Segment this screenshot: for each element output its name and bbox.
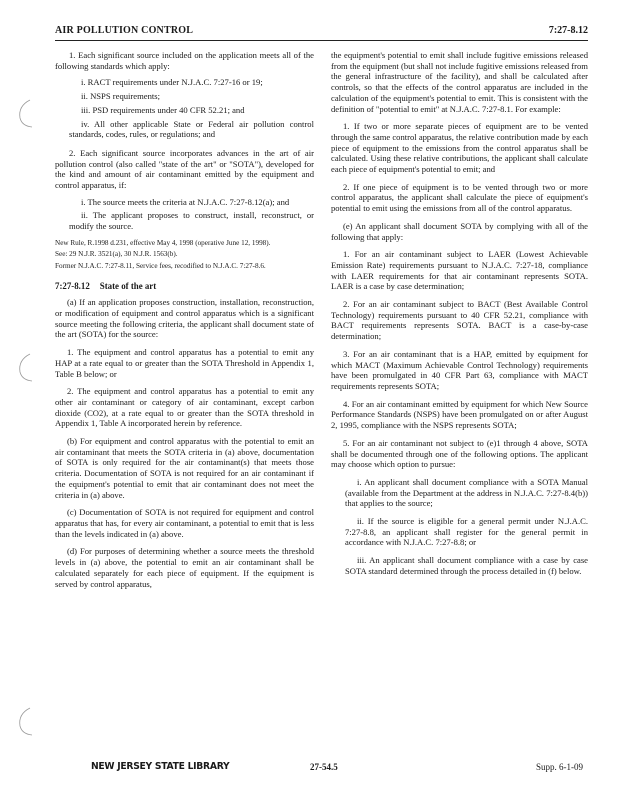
list-item: 1. For an air contaminant subject to LAER (Lowest Achievable Emission Rate) requirements pursuant to N.J.A.C. 7:27-18, compliance with LAER requirements for that air contaminant represents SOTA. LAER is a case by case determination; [331,249,588,292]
paragraph-2: 2. Each significant source incorporates advances in the art of air pollution control (also called "state of the art" or "SOTA"), developed for the kind and amount of air contaminant emitted by the equipment and control apparatus, if: [55,147,314,191]
list-item: iii. An applicant shall document compliance with a case by case SOTA standard determined through the process detailed in (f) below. [345,555,588,576]
subsection-d-continued: the equipment's potential to emit shall include fugitive emissions released from the equipment (but shall not include fugitive emissions released from the general infrastructure of the facility), and shall be calculated after controls, so that the effects of the control apparatus are included in the calculation of the equipment's potential to emit. This is consistent with the definition of "potential to emit" at N.J.A.C. 7:27-8.1. For example: [331,50,588,114]
header-chapter-title: AIR POLLUTION CONTROL [55,25,194,36]
list-item: i. The source meets the criteria at N.J.A.C. 7:27-8.12(a); and [81,196,290,207]
page-footer [55,761,588,777]
page-number: 27-54.5 [310,762,338,772]
left-column [55,50,314,596]
section-heading [55,281,314,292]
list-item: 2. If one piece of equipment is to be vented through two or more control apparatus, the applicant shall calculate the piece of equipment's potential to emit using the emissions from all of the control apparatus. [331,181,588,214]
list-item: i. An applicant shall document compliance with a SOTA Manual (available from the Department at the address in N.J.A.C. 7:27-8.4(b)) that applies to the source; [345,476,588,509]
right-column [331,50,588,584]
list-item: 1. The equipment and control apparatus has a potential to emit any HAP at a rate equal to or greater than the SOTA Threshold in Appendix 1, Table B below; or [55,347,314,379]
list-item: 4. For an air contaminant emitted by equipment for which New Source Performance Standards (NSPS) have been promulgated on or after August 2, 1995, compliance with the NSPS represents SOTA; [331,398,588,431]
list-item: i. RACT requirements under N.J.A.C. 7:27-16 or 19; [81,77,263,88]
list-item: 3. For an air contaminant that is a HAP, emitted by equipment for which MACT (Maximum Achievable Control Technology) requirements have been promulgated in 40 CFR Part 63, compliance with MACT requirements represents SOTA; [331,348,588,391]
list-item: 2. The equipment and control apparatus has a potential to emit any other air contaminant or category of air contaminant, except carbon dioxide (CO2), at a rate equal to or greater than the SOTA threshold in Appendix 1, Table A incorporated herein by reference. [55,386,314,429]
header-section-number: 7:27-8.12 [548,25,588,36]
section-title: State of the art [99,280,157,291]
supplement-date: Supp. 6-1-09 [536,762,583,772]
margin-hole-mark-icon [14,350,36,384]
subsection-c: (c) Documentation of SOTA is not required for equipment and control apparatus that has, for every air contaminant, a potential to emit that is less than the levels indicated in (a) above. [55,507,314,539]
list-item: 1. If two or more separate pieces of equipment are to be vented through the same control apparatus, the relative contribution made by each piece of equipment to the emissions from the control apparatus shall be calculated. Using these relative contributions, the applicant shall calculate each piece of equipment's potential to emit; and [331,121,589,175]
subsection-e: (e) An applicant shall document SOTA by complying with all of the following that apply: [331,220,588,242]
subsection-d: (d) For purposes of determining whether a source meets the threshold levels in (a) above, the potential to emit an air contaminant shall be calculated separately for each piece of equipment. If the equipment is served by control apparatus, [55,546,314,589]
list-item: iii. PSD requirements under 40 CFR 52.21; and [81,104,245,115]
section-number: 7:27-8.12 [55,280,90,291]
source-note: See: 29 N.J.R. 3521(a), 30 N.J.R. 1563(b). [55,250,178,259]
margin-hole-mark-icon [14,704,36,738]
subsection-b: (b) For equipment and control apparatus with the potential to emit an air contaminant that meets the SOTA criteria in (a) above, documentation of SOTA is only required for the air contaminant(s) that meets those criteria. Documentation of SOTA is not required for an air contaminant if the equipment's potential to emit that air contaminant does not meet the criteria in (a) above. [55,436,314,500]
list-item: ii. NSPS requirements; [81,91,161,102]
source-note: Former N.J.A.C. 7:27-8.11, Service fees, recodified to N.J.A.C. 7:27-8.6. [55,262,266,271]
margin-hole-mark-icon [14,96,36,130]
list-item: 2. For an air contaminant subject to BACT (Best Available Control Technology) requirements pursuant to 40 CFR 52.21, compliance with BACT requirements represents SOTA. BACT is a case-by-case determination; [331,299,588,342]
list-item: iv. All other applicable State or Federal air pollution control standards, codes, rules, or regulations; and [69,118,314,140]
source-note: New Rule, R.1998 d.231, effective May 4, 1998 (operative June 12, 1998). [55,238,271,247]
running-header [55,24,588,41]
list-item: 5. For an air contaminant not subject to (e)1 through 4 above, SOTA shall be documented through one of the following options. The applicant may choose which option to pursue: [331,437,588,470]
paragraph-1: 1. Each significant source included on the application meets all of the following standards which apply: [55,50,314,71]
list-item: ii. The applicant proposes to construct, install, reconstruct, or modify the source. [69,210,314,232]
subsection-a: (a) If an application proposes construction, installation, reconstruction, or modification of equipment and control apparatus which is a significant source meeting the following criteria, the applicant shall document state of the art (SOTA) for the source: [55,297,314,340]
library-stamp: NEW JERSEY STATE LIBRARY [91,761,230,772]
list-item: ii. If the source is eligible for a general permit under N.J.A.C. 7:27-8.8, an applicant shall register for the general permit in accordance with N.J.A.C. 7:27-8.8; or [345,516,588,548]
